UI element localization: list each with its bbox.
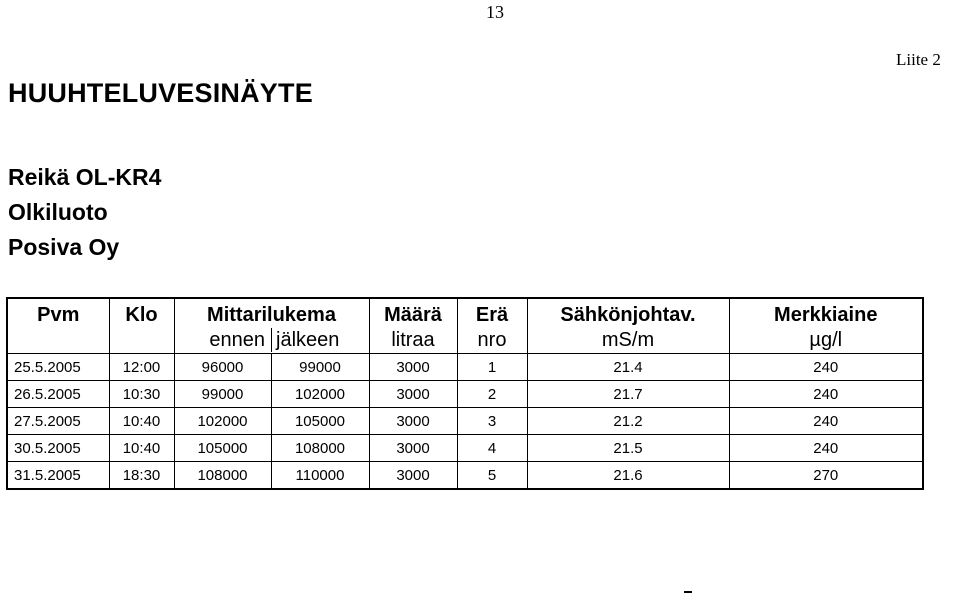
cell-meter-after: 110000 bbox=[271, 462, 369, 490]
cell-batch: 4 bbox=[457, 435, 527, 462]
stray-mark bbox=[684, 591, 692, 593]
company-label: Posiva Oy bbox=[8, 234, 120, 260]
table-row bbox=[7, 462, 923, 490]
cell-amount: 3000 bbox=[369, 408, 457, 435]
table-row bbox=[7, 381, 923, 408]
appendix-label: Liite 2 bbox=[896, 50, 941, 69]
cell-date: 25.5.2005 bbox=[7, 354, 109, 381]
header-amount: Määrä bbox=[369, 298, 457, 327]
borehole-label: Reikä OL-KR4 bbox=[8, 164, 162, 190]
header-meter-before: ennen bbox=[174, 327, 271, 354]
cell-amount: 3000 bbox=[369, 435, 457, 462]
cell-meter-after: 99000 bbox=[271, 354, 369, 381]
cell-tracer: 240 bbox=[729, 435, 923, 462]
cell-conductivity: 21.5 bbox=[527, 435, 729, 462]
cell-amount: 3000 bbox=[369, 354, 457, 381]
cell-meter-before: 96000 bbox=[174, 354, 271, 381]
cell-date: 30.5.2005 bbox=[7, 435, 109, 462]
header-date: Pvm bbox=[7, 298, 109, 327]
cell-conductivity: 21.7 bbox=[527, 381, 729, 408]
site-info bbox=[8, 160, 161, 265]
cell-tracer: 270 bbox=[813, 466, 839, 484]
cell-date: 27.5.2005 bbox=[7, 408, 109, 435]
cell-time: 18:30 bbox=[109, 462, 174, 490]
cell-time: 10:40 bbox=[109, 408, 174, 435]
page-number: 13 bbox=[486, 2, 504, 22]
unit-conductivity: mS/m bbox=[527, 327, 729, 354]
cell-time: 10:40 bbox=[109, 435, 174, 462]
cell-time: 10:30 bbox=[109, 381, 174, 408]
header-meter-after: jälkeen bbox=[271, 328, 339, 352]
site-label: Olkiluoto bbox=[8, 199, 108, 225]
cell-date: 26.5.2005 bbox=[7, 381, 109, 408]
cell-batch: 2 bbox=[457, 381, 527, 408]
cell-tracer: 240 bbox=[729, 354, 923, 381]
cell-batch: 1 bbox=[457, 354, 527, 381]
cell-conductivity: 21.4 bbox=[527, 354, 729, 381]
cell-time: 12:00 bbox=[109, 354, 174, 381]
cell-meter-after: 105000 bbox=[271, 408, 369, 435]
cell-meter-after: 108000 bbox=[271, 435, 369, 462]
document-title: HUUHTELUVESINÄYTE bbox=[8, 78, 313, 108]
cell-tracer: 240 bbox=[729, 381, 923, 408]
unit-batch: nro bbox=[457, 327, 527, 354]
header-meter: Mittarilukema bbox=[174, 298, 369, 327]
cell-tracer: 240 bbox=[729, 408, 923, 435]
cell-batch: 3 bbox=[457, 408, 527, 435]
cell-meter-before: 105000 bbox=[174, 435, 271, 462]
table-row bbox=[7, 354, 923, 381]
header-time: Klo bbox=[109, 298, 174, 327]
header-conductivity: Sähkönjohtav. bbox=[527, 298, 729, 327]
cell-conductivity: 21.2 bbox=[527, 408, 729, 435]
cell-meter-before: 99000 bbox=[174, 381, 271, 408]
cell-conductivity: 21.6 bbox=[527, 462, 729, 490]
sample-table bbox=[6, 297, 924, 490]
cell-batch: 5 bbox=[457, 462, 527, 490]
unit-amount: litraa bbox=[369, 327, 457, 354]
header-tracer: Merkkiaine bbox=[774, 304, 878, 326]
unit-tracer: µg/l bbox=[729, 327, 923, 354]
cell-meter-before: 102000 bbox=[174, 408, 271, 435]
table-row bbox=[7, 435, 923, 462]
cell-amount: 3000 bbox=[369, 381, 457, 408]
header-batch: Erä bbox=[457, 298, 527, 327]
cell-meter-after: 102000 bbox=[271, 381, 369, 408]
table-row bbox=[7, 408, 923, 435]
cell-amount: 3000 bbox=[369, 462, 457, 490]
cell-date: 31.5.2005 bbox=[7, 462, 109, 490]
cell-meter-before: 108000 bbox=[174, 462, 271, 490]
header-row bbox=[7, 298, 923, 327]
unit-row bbox=[7, 327, 923, 354]
